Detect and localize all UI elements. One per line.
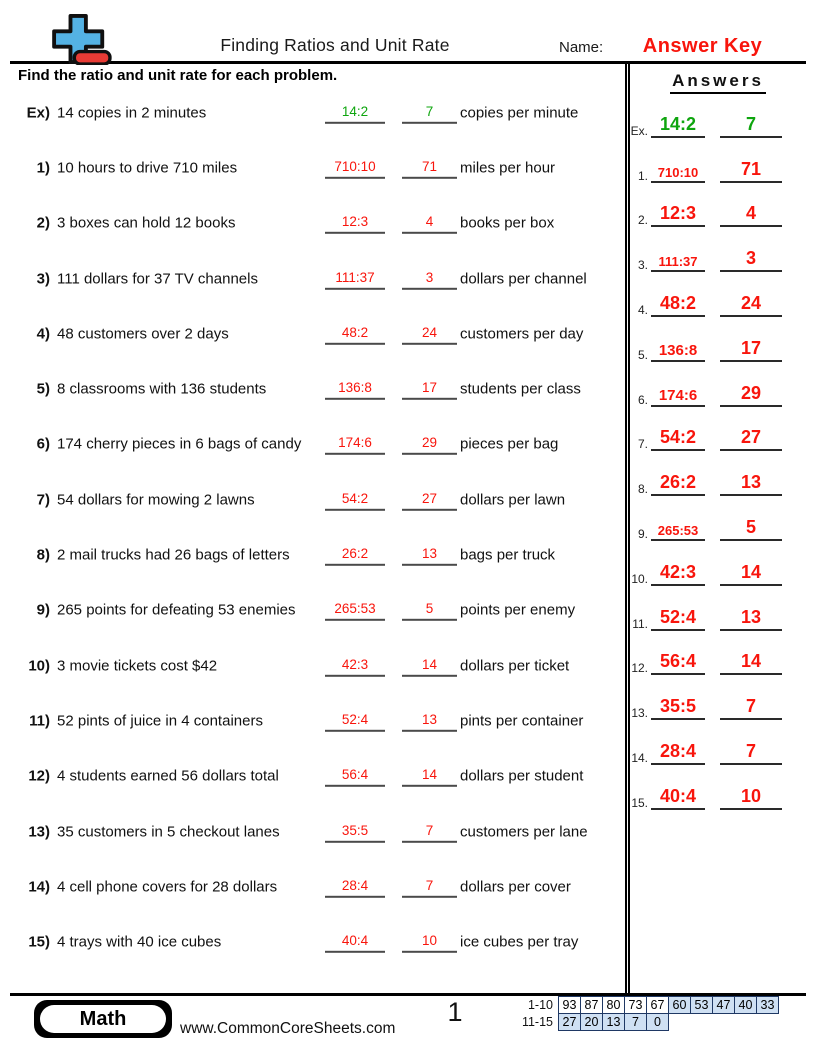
answer-ratio: 14:2 — [651, 114, 705, 138]
unit-label: pieces per bag — [460, 435, 559, 453]
problem-row — [10, 583, 625, 638]
problem-text: 35 customers in 5 checkout lanes — [57, 823, 280, 840]
answer-number: 5. — [637, 347, 648, 362]
answer-ratio: 54:2 — [651, 427, 705, 451]
answer-number: 11. — [632, 616, 648, 631]
unit-label: points per enemy — [460, 601, 576, 619]
ratio-answer: 111:37 — [325, 269, 385, 289]
answers-list — [630, 101, 806, 818]
answer-ratio: 28:4 — [651, 741, 705, 765]
answer-ratio: 174:6 — [651, 387, 705, 407]
page-number: 1 — [447, 997, 463, 1027]
rate-answer: 7 — [402, 103, 457, 123]
unit-label: pints per container — [460, 712, 584, 730]
answer-row — [630, 325, 806, 370]
answer-rate: 10 — [720, 786, 782, 810]
unit-label: dollars per channel — [460, 270, 587, 288]
score-cell: 20 — [580, 1013, 603, 1031]
ratio-answer: 48:2 — [325, 325, 385, 345]
problem-text: 3 movie tickets cost $42 — [57, 657, 218, 675]
answer-row — [630, 549, 806, 594]
answer-row — [630, 235, 806, 280]
problem-number: 3) — [36, 270, 50, 288]
score-table — [506, 996, 779, 1031]
problem-row — [10, 140, 625, 195]
name-label: Name: — [559, 39, 604, 56]
problem-text: 111 dollars for 37 TV channels — [57, 270, 258, 288]
answer-rate: 27 — [720, 427, 782, 451]
answer-rate: 3 — [720, 248, 782, 272]
score-cell: 73 — [624, 996, 647, 1014]
problem-text: 10 hours to drive 710 miles — [57, 159, 238, 177]
answer-ratio: 710:10 — [651, 165, 705, 183]
problem-text: 52 pints of juice in 4 containers — [57, 712, 263, 730]
answer-ratio: 136:8 — [651, 342, 705, 362]
problem-number: 4) — [36, 325, 50, 343]
problem-text: 48 customers over 2 days — [57, 325, 229, 343]
answer-row — [630, 683, 806, 728]
unit-label: dollars per cover — [460, 878, 571, 896]
answer-rate: 14 — [720, 651, 782, 675]
answer-row — [630, 639, 806, 684]
score-cell: 27 — [558, 1013, 581, 1031]
problem-row — [10, 693, 625, 748]
problem-number: 14) — [28, 878, 50, 896]
problem-row — [10, 361, 625, 416]
answer-ratio: 48:2 — [651, 293, 705, 317]
problem-row — [10, 85, 625, 140]
answer-rate: 7 — [720, 114, 782, 138]
answer-row — [630, 504, 806, 549]
problem-number: 6) — [36, 435, 50, 453]
answer-ratio: 56:4 — [651, 651, 705, 675]
rate-answer: 13 — [402, 546, 457, 566]
problem-number: 13) — [28, 823, 50, 840]
problem-row — [10, 527, 625, 582]
problem-number: 5) — [36, 380, 50, 398]
answers-title-wrap — [630, 64, 806, 101]
problem-text: 4 cell phone covers for 28 dollars — [57, 878, 278, 896]
answer-row — [630, 370, 806, 415]
answer-rate: 7 — [720, 696, 782, 720]
ratio-answer: 14:2 — [325, 103, 385, 123]
rate-answer: 13 — [402, 712, 457, 732]
ratio-answer: 26:2 — [325, 546, 385, 566]
unit-label: customers per day — [460, 325, 584, 343]
rate-answer: 27 — [402, 491, 457, 511]
unit-label: dollars per lawn — [460, 491, 566, 509]
answer-number: 4. — [637, 302, 648, 317]
ratio-answer: 40:4 — [325, 933, 385, 953]
answer-rate: 4 — [720, 203, 782, 227]
answer-row — [630, 146, 806, 191]
header — [10, 0, 806, 64]
answer-row — [630, 594, 806, 639]
problem-row — [10, 417, 625, 472]
answer-number: 6. — [637, 392, 648, 407]
answer-row — [630, 728, 806, 773]
score-row — [506, 996, 779, 1014]
problem-number: 2) — [36, 214, 50, 232]
rate-answer: 14 — [402, 767, 457, 787]
unit-label: dollars per ticket — [460, 657, 570, 675]
problem-number: 11) — [29, 712, 50, 730]
answers-panel — [625, 64, 806, 993]
score-cell: 60 — [668, 996, 691, 1014]
problem-number: 10) — [28, 657, 50, 675]
rate-answer: 29 — [402, 435, 457, 455]
answer-number: 9. — [637, 526, 648, 541]
problem-text: 8 classrooms with 136 students — [57, 380, 267, 398]
page-title: Finding Ratios and Unit Rate — [220, 35, 450, 55]
answer-rate: 71 — [720, 159, 782, 183]
score-cell: 80 — [602, 996, 625, 1014]
answer-ratio: 35:5 — [651, 696, 705, 720]
rate-answer: 5 — [402, 601, 457, 621]
rate-answer: 4 — [402, 214, 457, 234]
answer-row — [630, 101, 806, 146]
unit-label: ice cubes per tray — [460, 933, 579, 951]
answer-number: 12. — [631, 661, 648, 676]
math-badge — [34, 1000, 172, 1038]
answer-number: 15. — [631, 795, 648, 810]
problem-row — [10, 472, 625, 527]
problem-row — [10, 251, 625, 306]
problem-number: 8) — [36, 546, 50, 564]
footer — [10, 993, 806, 1056]
unit-label: books per box — [460, 214, 555, 232]
problem-row — [10, 306, 625, 361]
answer-row — [630, 459, 806, 504]
answer-row — [630, 415, 806, 460]
answer-ratio: 42:3 — [651, 562, 705, 586]
website-text: www.CommonCoreSheets.com — [180, 1020, 396, 1037]
score-cell: 53 — [690, 996, 713, 1014]
score-cell: 47 — [712, 996, 735, 1014]
answer-row — [630, 280, 806, 325]
problem-text: 14 copies in 2 minutes — [57, 104, 207, 122]
rate-answer: 14 — [402, 656, 457, 676]
answer-number: 14. — [631, 750, 648, 765]
answer-rate: 5 — [720, 517, 782, 541]
score-cell: 40 — [734, 996, 757, 1014]
body — [10, 64, 806, 993]
instruction-text: Find the ratio and unit rate for each problem. — [18, 67, 338, 84]
answer-rate: 13 — [720, 607, 782, 631]
answer-number: 3. — [637, 258, 648, 273]
ratio-answer: 56:4 — [325, 767, 385, 787]
problem-number: 12) — [28, 767, 50, 785]
answer-number: Ex. — [630, 123, 648, 138]
problem-text: 4 trays with 40 ice cubes — [57, 933, 222, 951]
rate-answer: 17 — [402, 380, 457, 400]
problem-text: 174 cherry pieces in 6 bags of candy — [57, 435, 302, 453]
ratio-answer: 174:6 — [325, 435, 385, 455]
answer-number: 1. — [637, 168, 648, 183]
unit-label: students per class — [460, 380, 581, 398]
unit-label: miles per hour — [460, 159, 556, 177]
ratio-answer: 265:53 — [325, 601, 385, 621]
problem-row — [10, 914, 625, 969]
answer-rate: 7 — [720, 741, 782, 765]
answer-number: 2. — [637, 213, 648, 228]
answer-number: 10. — [631, 571, 648, 586]
unit-label: bags per truck — [460, 546, 556, 564]
score-cell: 7 — [624, 1013, 647, 1031]
problem-text: 54 dollars for mowing 2 lawns — [57, 491, 255, 509]
answer-rate: 29 — [720, 383, 782, 407]
answer-number: 7. — [637, 437, 648, 452]
answer-rate: 24 — [720, 293, 782, 317]
ratio-answer: 52:4 — [325, 712, 385, 732]
rate-answer: 7 — [402, 822, 457, 842]
answer-row — [630, 191, 806, 236]
problem-text: 2 mail trucks had 26 bags of letters — [57, 546, 290, 564]
score-cell: 33 — [756, 996, 779, 1014]
score-cell: 87 — [580, 996, 603, 1014]
score-cells — [558, 1013, 669, 1031]
score-cell: 93 — [558, 996, 581, 1014]
plus-minus-icon — [43, 13, 123, 65]
answer-ratio: 265:53 — [651, 523, 705, 541]
problem-number: 7) — [36, 491, 50, 509]
math-badge-inner — [40, 1005, 166, 1033]
answer-number: 8. — [637, 482, 648, 497]
rate-answer: 71 — [402, 159, 457, 179]
plus-minus-icon-svg — [43, 13, 123, 65]
rate-answer: 3 — [402, 269, 457, 289]
sheet — [10, 0, 806, 1056]
problem-text: 4 students earned 56 dollars total — [57, 767, 279, 785]
ratio-answer: 710:10 — [325, 159, 385, 179]
ratio-answer: 28:4 — [325, 878, 385, 898]
answer-rate: 13 — [720, 472, 782, 496]
problem-text: 3 boxes can hold 12 books — [57, 214, 236, 232]
unit-label: customers per lane — [460, 823, 588, 840]
ratio-answer: 42:3 — [325, 656, 385, 676]
ratio-answer: 54:2 — [325, 491, 385, 511]
answers-title: Answers — [670, 71, 766, 94]
problems-section — [10, 64, 625, 993]
unit-label: dollars per student — [460, 767, 584, 785]
answer-row — [630, 773, 806, 818]
answer-ratio: 12:3 — [651, 203, 705, 227]
problem-number: 15) — [28, 933, 50, 951]
rate-answer: 7 — [402, 878, 457, 898]
answer-key-value: Answer Key — [642, 35, 763, 57]
problem-number: Ex) — [26, 104, 50, 122]
score-cell: 13 — [602, 1013, 625, 1031]
problems-list — [10, 85, 625, 970]
answer-rate: 14 — [720, 562, 782, 586]
score-cell: 67 — [646, 996, 669, 1014]
score-row — [506, 1013, 779, 1031]
rate-answer: 10 — [402, 933, 457, 953]
ratio-answer: 12:3 — [325, 214, 385, 234]
answer-number: 13. — [631, 706, 648, 721]
score-row-label: 11-15 — [521, 1015, 553, 1029]
answer-ratio: 52:4 — [651, 607, 705, 631]
problem-row — [10, 749, 625, 804]
problem-row — [10, 859, 625, 914]
problem-number: 1) — [36, 159, 50, 177]
ratio-answer: 136:8 — [325, 380, 385, 400]
answer-rate: 17 — [720, 338, 782, 362]
brand-label: Math — [79, 1007, 127, 1030]
unit-label: copies per minute — [460, 104, 579, 122]
problem-row — [10, 196, 625, 251]
problem-row — [10, 638, 625, 693]
answer-ratio: 26:2 — [651, 472, 705, 496]
score-cells — [558, 996, 779, 1014]
score-cell: 0 — [646, 1013, 669, 1031]
score-row-label: 1-10 — [527, 998, 553, 1012]
ratio-answer: 35:5 — [325, 822, 385, 842]
answer-ratio: 40:4 — [651, 786, 705, 810]
problem-number: 9) — [36, 601, 50, 619]
problem-row — [10, 804, 625, 859]
problem-text: 265 points for defeating 53 enemies — [57, 601, 296, 619]
rate-answer: 24 — [402, 325, 457, 345]
answer-ratio: 111:37 — [651, 254, 705, 272]
